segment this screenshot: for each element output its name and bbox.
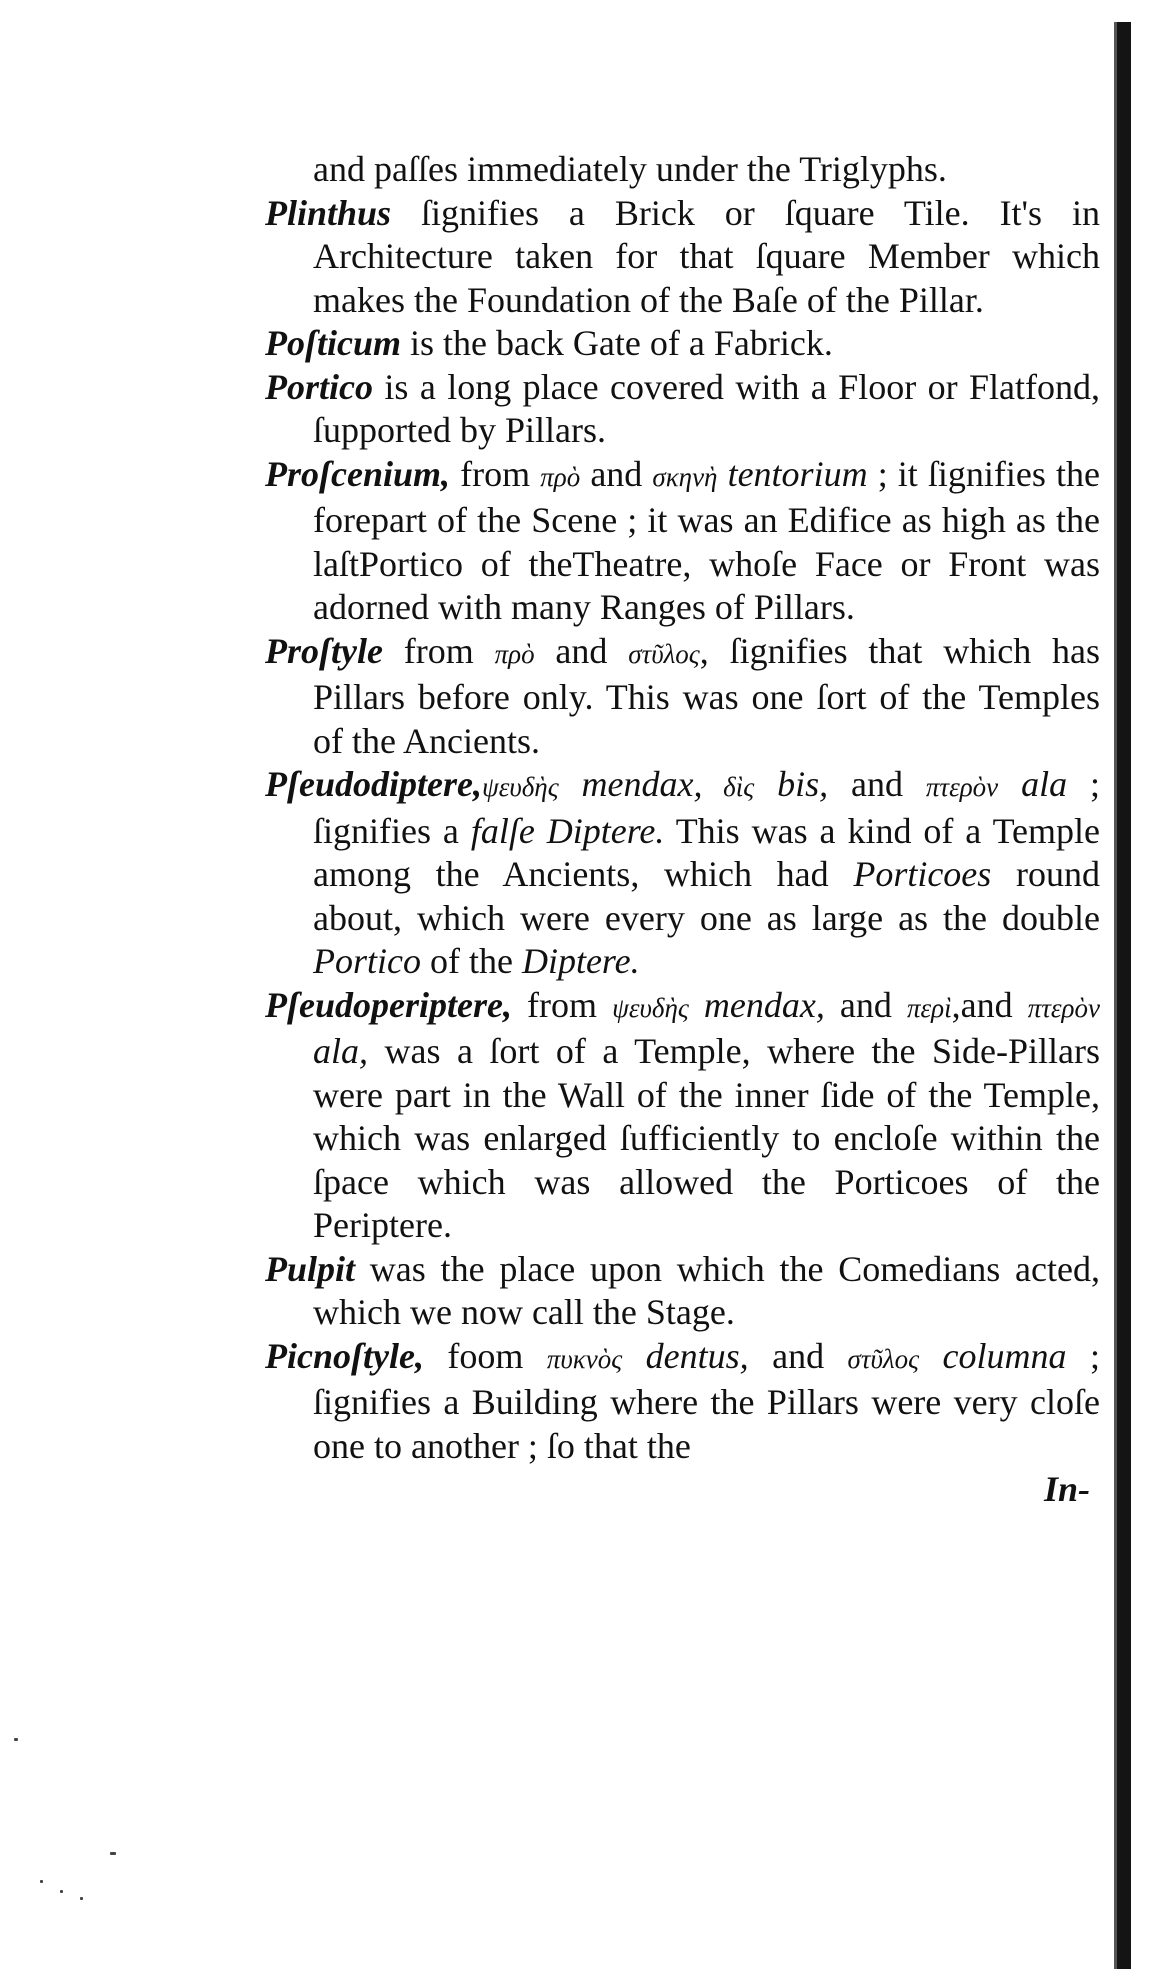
greek-word: περὶ (907, 992, 952, 1023)
entry-term: Pſeudoperiptere, (265, 984, 512, 1025)
ink-speck (14, 1738, 18, 1741)
ink-speck (110, 1852, 116, 1855)
entry-prostyle (265, 630, 1100, 764)
latin-word: tentorium (717, 453, 868, 494)
greek-word: ψευδὴς (612, 992, 689, 1023)
latin-word: falſe Diptere. (470, 810, 665, 851)
greek-word: πτερὸν (925, 772, 999, 802)
greek-word: πρὸ (540, 461, 581, 492)
catchword: In- (1043, 1469, 1090, 1509)
entry-pseudoperiptere (265, 984, 1100, 1248)
latin-word: ala (998, 764, 1068, 804)
latin-word: Porticoes (853, 854, 992, 894)
entry-text: from (511, 984, 613, 1025)
entry-text: ; ſignifies a (313, 764, 1100, 851)
entry-text: was a ſort of a Temple, where the Side-Pillars were part in the Wall of the inner ſide of the Temple, which was enlarged ſufficiently to encloſe within the ſpace which was allowed the Porticoes of the Periptere. (313, 1031, 1100, 1245)
greek-word: σκηνὴ (652, 461, 718, 492)
entry-portico (265, 366, 1100, 453)
entry-text: and (534, 630, 629, 671)
greek-word: πτερὸν (1027, 992, 1100, 1023)
entry-term: Plinthus (265, 192, 392, 233)
entry-term: Poſticum (265, 323, 401, 363)
ink-speck (80, 1897, 83, 1900)
entry-text: , ſignifies that which has Pillars before only. This was one ſort of the Temples of the Ancients. (313, 630, 1101, 761)
latin-word: Diptere. (521, 941, 640, 981)
latin-word: bis, (754, 764, 829, 804)
entry-text: and (824, 984, 907, 1025)
entry-text: This was a kind of a Temple among the Ancients, which had (313, 810, 1101, 894)
entry-term: Pſeudodiptere, (265, 764, 482, 804)
entry-text: was the place upon which the Comedians acted, which we now call the Stage. (313, 1248, 1100, 1332)
latin-word: mendax, (688, 984, 825, 1025)
entry-term: Portico (265, 366, 373, 407)
entry-text: from (382, 630, 495, 671)
entry-text: and (748, 1335, 848, 1376)
entry-term: Proſtyle (265, 630, 383, 671)
entry-text: and (828, 764, 926, 804)
entry-term: Proſcenium, (265, 453, 450, 494)
entry-text: foom (423, 1335, 547, 1376)
entry-continuation (265, 148, 1100, 192)
latin-word: ala, (313, 1031, 369, 1071)
entry-term: Picnoſtyle, (265, 1335, 424, 1376)
entry-text: ; ſignifies a Building where the Pillars were very cloſe one to another ; ſo that the (313, 1335, 1100, 1466)
entry-text: ſignifies a Brick or ſquare Tile. It's in Architecture taken for that ſquare Member which makes the Foundation of the Baſe of the Pillar. (313, 192, 1100, 320)
latin-word: dentus, (622, 1335, 749, 1376)
entry-text: and (580, 453, 653, 494)
greek-word: στῦλος (628, 638, 700, 669)
entry-text: is a long place covered with a Floor or Flatfond, ſupported by Pillars. (313, 366, 1100, 450)
page-edge-shadow (1117, 22, 1131, 1969)
latin-word: columna (919, 1335, 1067, 1376)
ink-speck (40, 1880, 43, 1883)
entry-posticum (265, 322, 1100, 366)
entry-text: of the (420, 941, 522, 981)
latin-word: Portico (313, 941, 421, 981)
entry-picnostyle (265, 1335, 1100, 1469)
dictionary-page-text (265, 148, 1100, 1512)
entry-plinthus (265, 192, 1100, 323)
greek-word: ψευδὴς (481, 772, 559, 802)
entry-pulpit (265, 1248, 1100, 1335)
entry-text: is the back Gate of a Fabrick. (400, 323, 833, 363)
entry-text: and paſſes immediately under the Triglyphs. (313, 149, 947, 189)
entry-pseudodiptere (265, 763, 1100, 984)
entry-text: ; it ſignifies the forepart of the Scene ; it was an Edifice as high as the laſtPortico of theTheatre, whoſe Face or Front was adorned with many Ranges of Pillars. (313, 453, 1100, 627)
entry-text: from (450, 453, 541, 494)
entry-text: ,and (951, 984, 1028, 1025)
greek-word: δὶς (702, 772, 755, 802)
greek-word: πυκνὸς (546, 1343, 623, 1374)
entry-proscenium (265, 453, 1100, 630)
greek-word: στῦλος (847, 1343, 920, 1374)
entry-text: round about, which were every one as large as the double (313, 854, 1100, 938)
latin-word: mendax, (558, 764, 703, 804)
entry-term: Pulpit (265, 1248, 356, 1289)
ink-speck (60, 1890, 63, 1893)
greek-word: πρὸ (494, 638, 535, 669)
